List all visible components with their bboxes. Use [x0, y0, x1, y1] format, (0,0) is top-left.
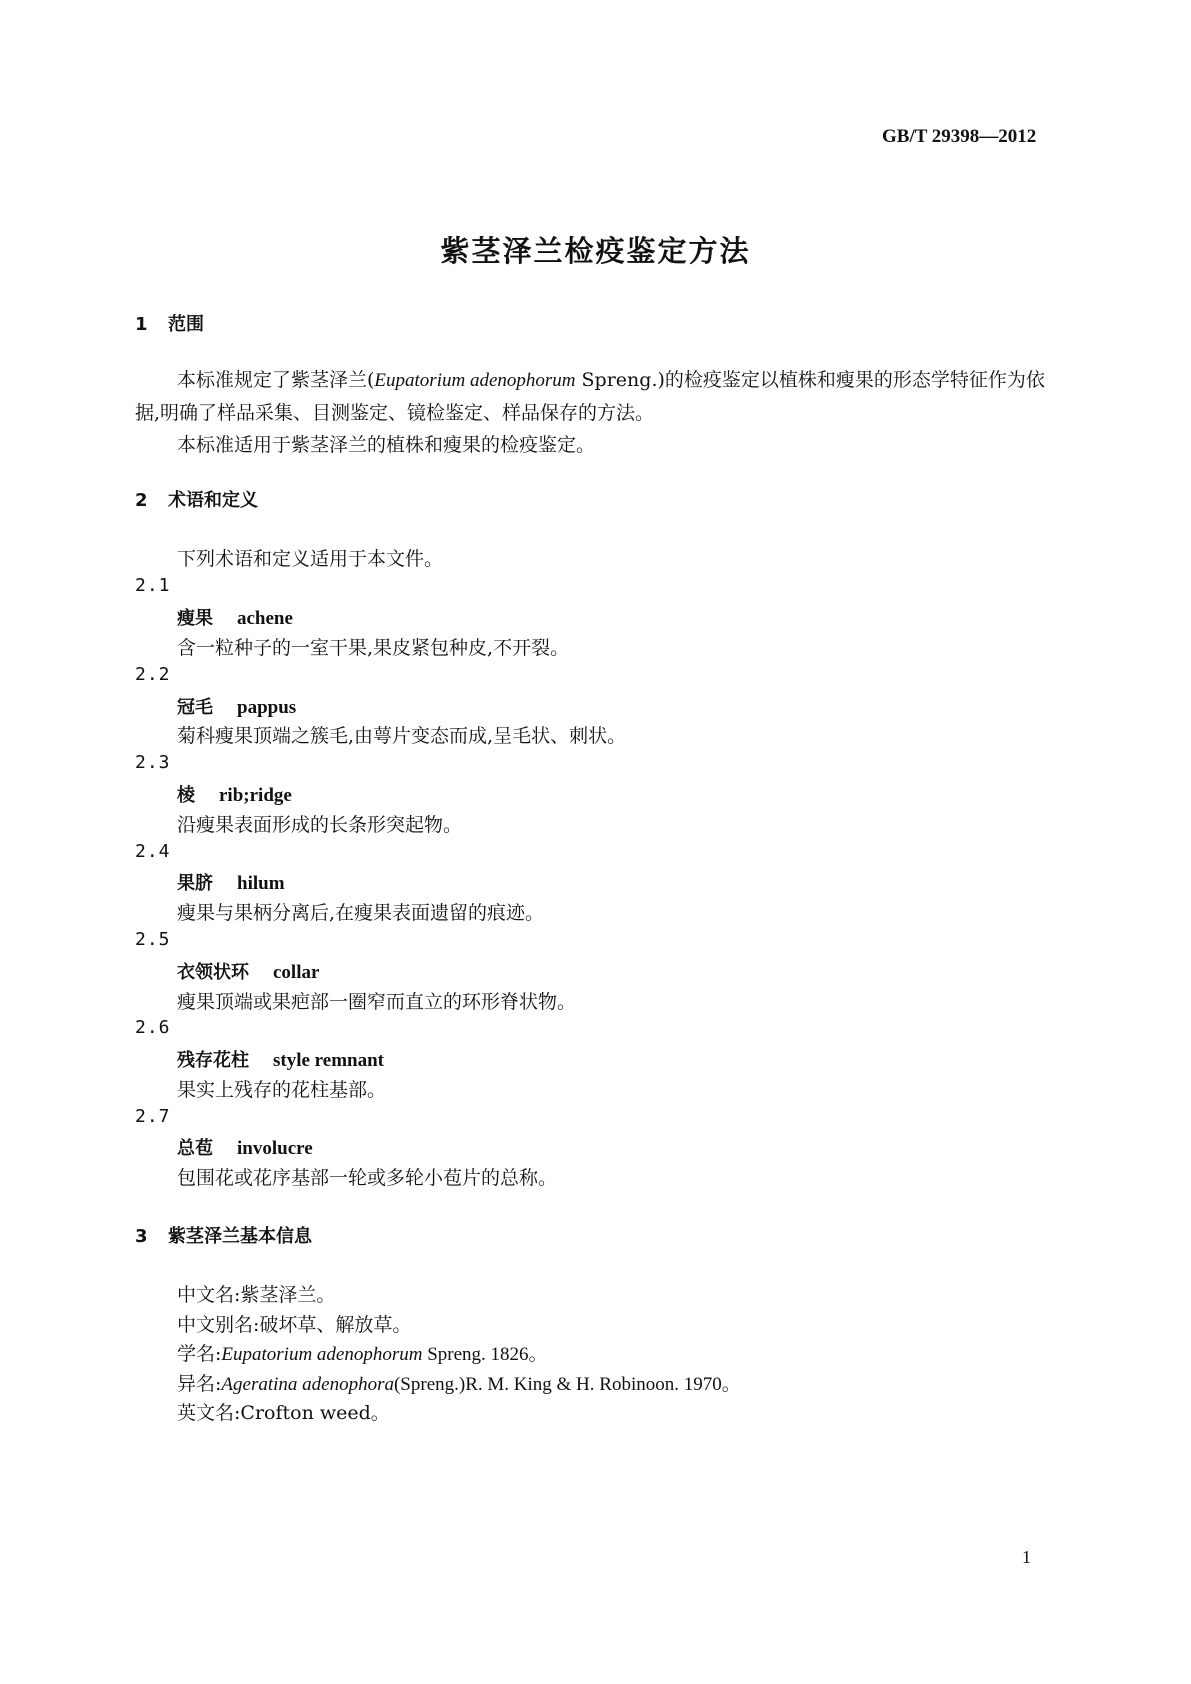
info-synonym: [177, 1369, 741, 1396]
info-scientific-name: [177, 1339, 548, 1366]
term-heading: [177, 869, 285, 895]
term-cn: 瘦果: [177, 608, 213, 629]
term-definition: 含一粒种子的一室干果,果皮紧包种皮,不开裂。: [177, 637, 570, 659]
author-year: (Spreng.)R. M. King & H. Robinoon. 1970。: [393, 1374, 741, 1395]
term-cn: 衣领状环: [177, 962, 249, 983]
label: 学名:: [177, 1343, 222, 1365]
section-number: 3: [135, 1226, 148, 1247]
term-number: 2.2: [135, 664, 171, 685]
info-english-name: 英文名:Crofton weed。: [177, 1402, 390, 1424]
standard-number: GB/T 29398—2012: [882, 126, 1037, 147]
term-definition: 菊科瘦果顶端之簇毛,由萼片变态而成,呈毛状、刺状。: [177, 725, 627, 747]
section-number: 2: [135, 490, 148, 511]
term-heading: [177, 781, 292, 807]
term-definition: 果实上残存的花柱基部。: [177, 1079, 387, 1101]
term-en: achene: [237, 608, 293, 629]
section-1-paragraph-1: [135, 364, 1065, 429]
term-definition: 沿瘦果表面形成的长条形突起物。: [177, 814, 463, 836]
author-year: Spreng. 1826。: [422, 1344, 548, 1365]
term-heading: [177, 604, 293, 630]
term-heading: [177, 1046, 384, 1072]
term-cn: 棱: [177, 785, 195, 806]
section-2-intro: 下列术语和定义适用于本文件。: [177, 548, 444, 570]
info-cn-name: 中文名:紫茎泽兰。: [177, 1284, 336, 1306]
term-en: collar: [273, 962, 320, 983]
text-run: 本标准规定了紫茎泽兰(: [177, 369, 375, 391]
term-heading: [177, 1134, 313, 1160]
term-definition: 瘦果与果柄分离后,在瘦果表面遗留的痕迹。: [177, 902, 545, 924]
term-definition: 包围花或花序基部一轮或多轮小苞片的总称。: [177, 1167, 558, 1189]
species-name: Ageratina adenophora: [221, 1374, 394, 1395]
term-heading: [177, 693, 296, 719]
term-en: hilum: [237, 873, 285, 894]
info-cn-alias: 中文别名:破坏草、解放草。: [177, 1314, 412, 1336]
term-cn: 冠毛: [177, 697, 213, 718]
term-en: rib;ridge: [219, 785, 292, 806]
section-title: 范围: [168, 314, 204, 335]
term-cn: 总苞: [177, 1138, 213, 1159]
section-3-heading: [135, 1222, 312, 1248]
page-number: 1: [1022, 1547, 1031, 1567]
term-number: 2.6: [135, 1017, 171, 1038]
term-definition: 瘦果顶端或果疤部一圈窄而直立的环形脊状物。: [177, 991, 577, 1013]
section-title: 术语和定义: [168, 490, 258, 511]
label: 异名:: [177, 1373, 222, 1395]
term-number: 2.4: [135, 841, 171, 862]
species-name: Eupatorium adenophorum: [221, 1344, 423, 1365]
term-number: 2.3: [135, 752, 171, 773]
term-en: involucre: [237, 1138, 313, 1159]
term-cn: 残存花柱: [177, 1050, 249, 1071]
section-1-heading: [135, 310, 204, 336]
term-heading: [177, 958, 319, 984]
document-title: 紫茎泽兰检疫鉴定方法: [440, 234, 751, 268]
section-1-paragraph-2: 本标准适用于紫茎泽兰的植株和瘦果的检疫鉴定。: [177, 434, 596, 456]
section-number: 1: [135, 314, 148, 335]
term-en: style remnant: [273, 1050, 384, 1071]
term-number: 2.1: [135, 575, 171, 596]
section-title: 紫茎泽兰基本信息: [168, 1226, 312, 1247]
term-cn: 果脐: [177, 873, 213, 894]
text-run: Spreng.)的检疫鉴定以植株和瘦果的形态学特征作为依据,明确了样品采集、目测鉴定、镜检鉴定、样品保存的方法。: [135, 369, 1045, 424]
section-2-heading: [135, 486, 258, 512]
species-name: Eupatorium adenophorum: [374, 370, 576, 391]
term-number: 2.5: [135, 929, 171, 950]
term-number: 2.7: [135, 1106, 171, 1127]
term-en: pappus: [237, 697, 297, 718]
